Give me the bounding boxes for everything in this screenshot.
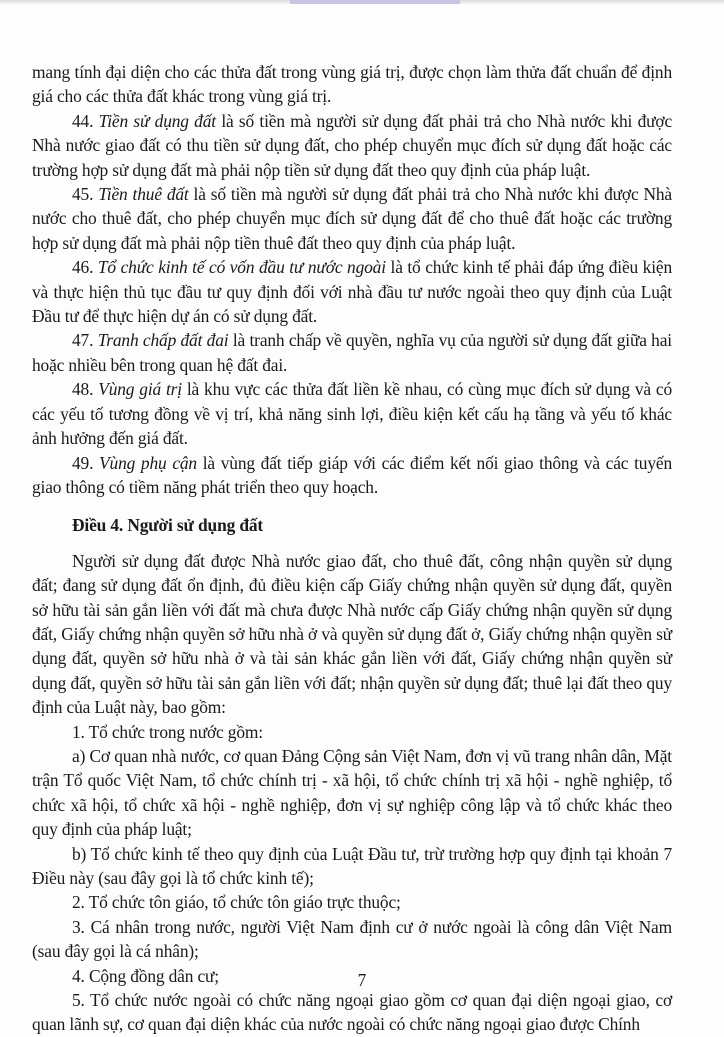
scan-color-mark [290, 0, 460, 4]
clause-1b: b) Tổ chức kinh tế theo quy định của Luật Đầu tư, trừ trường hợp quy định tại khoản 7 Điều này (sau đây gọi là tổ chức kinh tế); [32, 843, 672, 888]
definition-term: Tranh chấp đất đai [97, 330, 229, 351]
definition-term: Tiền sử dụng đất [98, 110, 216, 131]
definition-text: là tranh chấp về quyền, nghĩa vụ của người sử dụng đất giữa hai hoặc nhiều bên trong quan hệ đất đai. [32, 330, 672, 375]
definition-49 [32, 451, 672, 500]
article-heading: Điều 4. Người sử dụng đất [72, 515, 264, 536]
definition-term: Vùng phụ cận [99, 452, 197, 473]
clause-2: 2. Tổ chức tôn giáo, tổ chức tôn giáo trực thuộc; [72, 892, 401, 913]
clause-1: 1. Tổ chức trong nước gồm: [72, 721, 263, 742]
clause-3: 3. Cá nhân trong nước, người Việt Nam định cư ở nước ngoài là công dân Việt Nam (sau đây gọi là cá nhân); [32, 916, 672, 962]
clause-1a: a) Cơ quan nhà nước, cơ quan Đảng Cộng sản Việt Nam, đơn vị vũ trang nhân dân, Mặt trận Tổ quốc Việt Nam, tổ chức chính trị - xã hội, tổ chức chính trị xã hội - nghề nghiệp, tổ chức xã hội, tổ chức xã hội - nghề nghiệp, đơn vị sự nghiệp công lập và tổ chức khác theo quy định của pháp luật; [32, 745, 672, 840]
definition-number: 48. [72, 379, 94, 400]
definition-text: là khu vực các thửa đất liền kề nhau, có cùng mục đích sử dụng và có các yếu tố tương đồng về vị trí, khả năng sinh lợi, điều kiện kết cấu hạ tầng và yếu tố khác ảnh hưởng đến giá đất. [32, 379, 672, 449]
document-page [32, 60, 672, 1037]
definition-text: là vùng đất tiếp giáp với các điểm kết nối giao thông và các tuyến giao thông có tiềm năng phát triển theo quy hoạch. [32, 452, 672, 497]
definition-46 [32, 255, 672, 328]
definition-text: là số tiền mà người sử dụng đất phải trả cho Nhà nước khi được Nhà nước giao đất có thu tiền sử dụng đất, cho phép chuyển mục đích sử dụng đất hoặc các trường hợp sử dụng đất mà phải nộp tiền sử dụng đất theo quy định của pháp luật. [32, 110, 673, 180]
definition-text: là tổ chức kinh tế phải đáp ứng điều kiện và thực hiện thủ tục đầu tư quy định đối với nhà đầu tư nước ngoài theo quy định của Luật Đầu tư để thực hiện dự án có sử dụng đất. [32, 257, 673, 327]
continuation-paragraph: mang tính đại diện cho các thửa đất trong vùng giá trị, được chọn làm thửa đất chuẩn để định giá cho các thửa đất khác trong vùng giá trị. [32, 62, 672, 107]
clause-5: 5. Tổ chức nước ngoài có chức năng ngoại giao gồm cơ quan đại diện ngoại giao, cơ quan lãnh sự, cơ quan đại diện khác của nước ngoài có chức năng ngoại giao được Chính [32, 990, 672, 1035]
definition-text: là số tiền mà người sử dụng đất phải trả cho Nhà nước khi được Nhà nước cho thuê đất, cho phép chuyển mục đích sử dụng đất để cho thuê đất hoặc các trường hợp sử dụng đất mà phải nộp tiền thuê đất theo quy định của pháp luật. [32, 184, 672, 253]
definition-term: Vùng giá trị [98, 379, 182, 400]
definition-number: 46. [72, 257, 94, 278]
clause-4: 4. Cộng đồng dân cư; [72, 965, 219, 986]
article-intro: Người sử dụng đất được Nhà nước giao đất, cho thuê đất, công nhận quyền sử dụng đất; đang sử dụng đất ổn định, đủ điều kiện cấp Giấy chứng nhận quyền sử dụng đất, quyền sở hữu tài sản gắn liền với đất mà chưa được Nhà nước cấp Giấy chứng nhận quyền sử dụng đất, Giấy chứng nhận quyền sở hữu nhà ở và quyền sử dụng đất ở, Giấy chứng nhận quyền sử dụng đất, quyền sở hữu nhà ở và tài sản khác gắn liền với đất, Giấy chứng nhận quyền sử dụng đất, quyền sở hữu tài sản gắn liền với đất; nhận quyền sử dụng đất; thuê lại đất theo quy định của Luật này, bao gồm: [32, 550, 672, 718]
definition-45 [32, 182, 672, 255]
definition-number: 44. [72, 110, 94, 131]
definition-term: Tiền thuê đất [98, 184, 189, 205]
page-number: 7 [357, 970, 367, 990]
definition-number: 45. [72, 184, 94, 205]
definition-number: 49. [72, 452, 94, 473]
definition-number: 47. [72, 330, 94, 351]
definition-47 [32, 328, 672, 377]
definition-44 [32, 109, 672, 182]
definition-term: Tổ chức kinh tế có vốn đầu tư nước ngoài [97, 257, 386, 278]
definition-48 [32, 377, 672, 450]
